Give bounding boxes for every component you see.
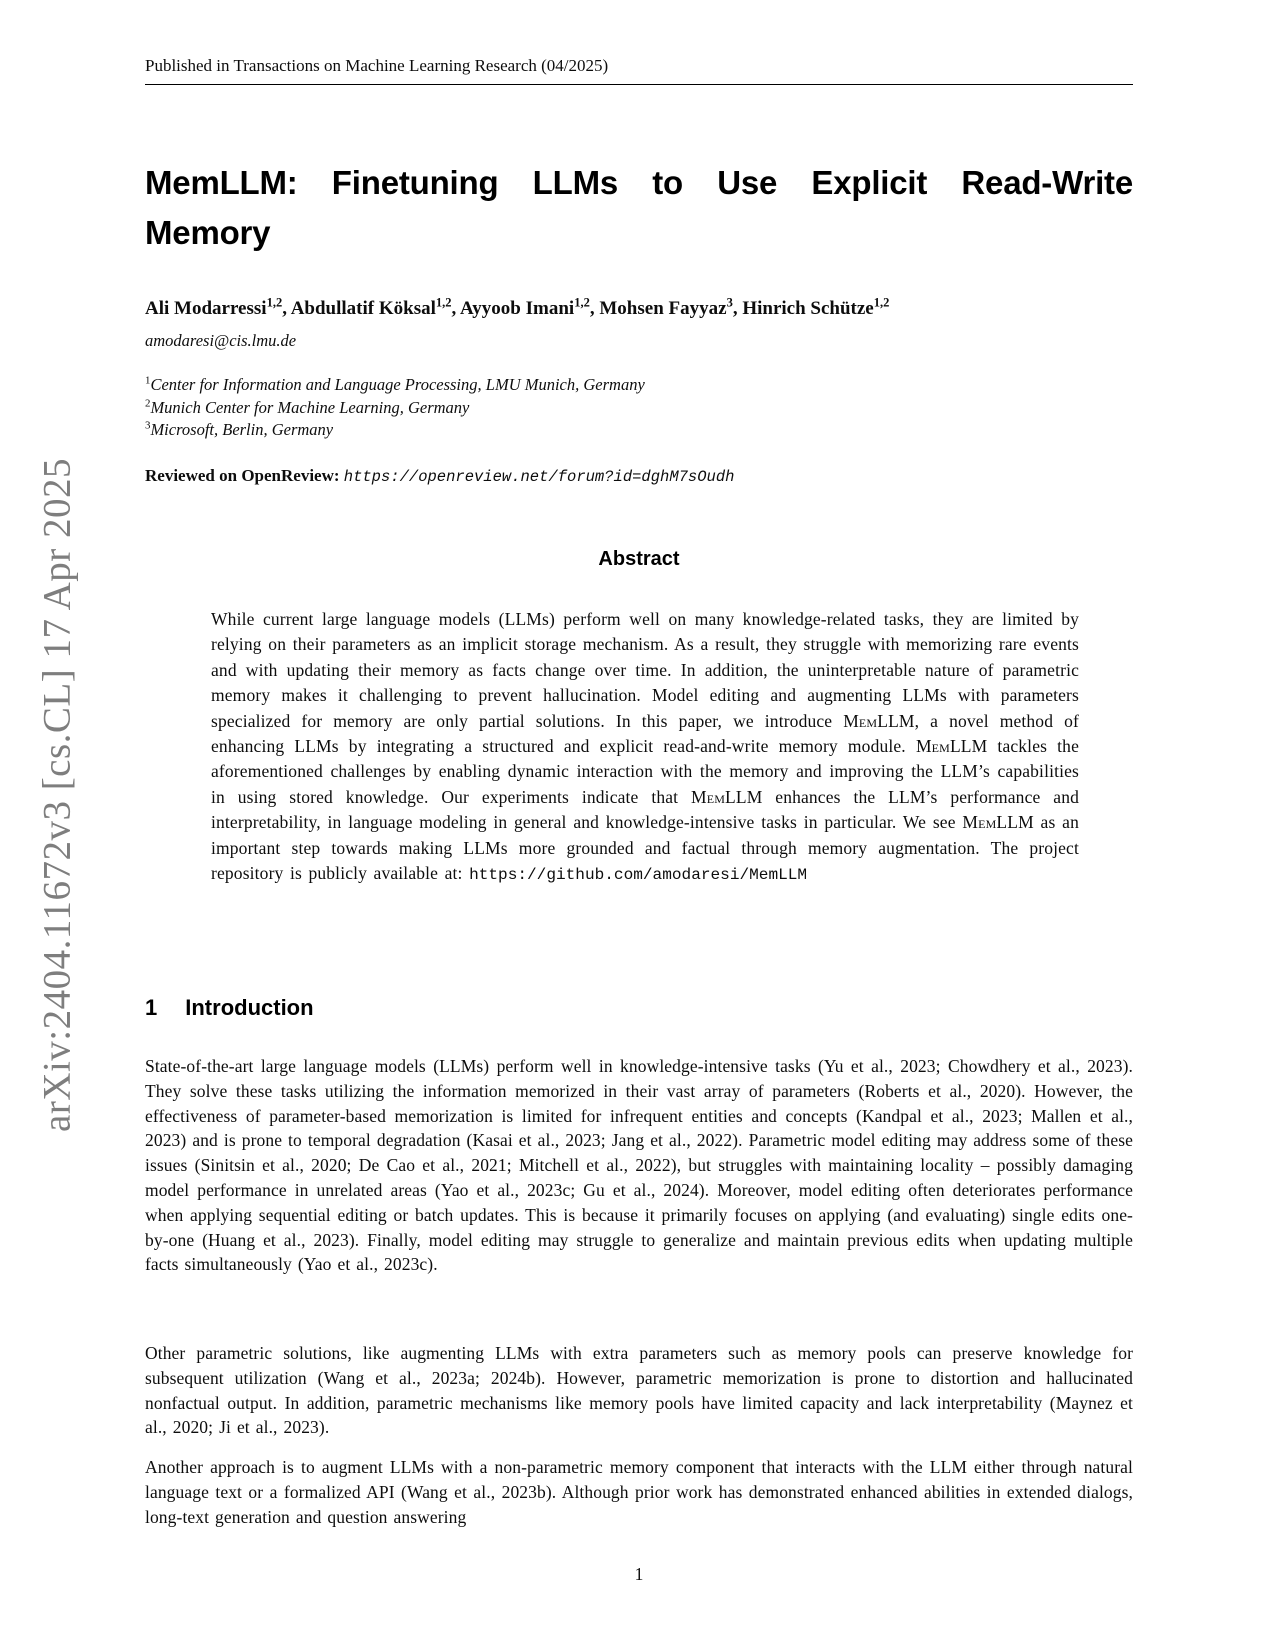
journal-header-text: Published in Transactions on Machine Learning Research (04/2025): [145, 56, 609, 75]
author: [290, 295, 460, 319]
author-affil-marker: 1,2: [574, 295, 590, 310]
section-title: Introduction: [185, 995, 314, 1020]
affiliation: [145, 374, 1133, 397]
author-list: [145, 297, 1133, 321]
affiliation-marker: 3: [145, 419, 151, 432]
author-separator: ,: [282, 298, 291, 319]
memllm-smallcaps: MemLLM: [691, 786, 763, 807]
memllm-smallcaps: MemLLM: [962, 812, 1034, 833]
abstract-segment: enhances the LLM’s performance and interpretability, in language modeling in general and knowledge-intensive tasks in particular. We see: [211, 786, 1079, 833]
author: [145, 295, 291, 319]
abstract-text: [211, 607, 1079, 888]
openreview-line: [145, 466, 1133, 486]
affiliation-text: Munich Center for Machine Learning, Germany: [150, 397, 470, 417]
intro-paragraph-3: Another approach is to augment LLMs with a non-parametric memory component that interacts with the LLM either through natural language text or a formalized API (Wang et al., 2023b). Although prior work has demonstrated enhanced abilities in extended dialogs, long-text generation and question answering: [145, 1457, 1133, 1527]
intro-paragraph-2: Other parametric solutions, like augmenting LLMs with extra parameters such as memory pools can preserve knowledge for subsequent utilization (Wang et al., 2023a; 2024b). However, parametric memorization is prone to distortion and hallucinated nonfactual output. In addition, parametric mechanisms like memory pools have limited capacity and lack interpretability (Maynez et al., 2020; Ji et al., 2023).: [145, 1343, 1133, 1438]
memllm-smallcaps: MemLLM: [843, 710, 915, 731]
abstract-segment: as an important step towards making LLMs more grounded and factual through memory augmentation. The project repository is publicly available at:: [211, 812, 1079, 884]
paper-title-line2: Memory: [145, 214, 271, 251]
author-separator: ,: [451, 298, 460, 319]
affiliation-marker: 1: [145, 374, 151, 387]
affiliation-list: [145, 374, 1133, 442]
affiliation-text: Microsoft, Berlin, Germany: [150, 420, 334, 439]
author-separator: ,: [732, 298, 743, 319]
section-number: 1: [145, 995, 158, 1020]
author-affil-marker: 3: [726, 295, 733, 310]
openreview-link[interactable]: https://openreview.net/forum?id=dghM7sOudh: [343, 468, 735, 486]
memllm-smallcaps: MemLLM: [915, 736, 988, 757]
author: [742, 295, 890, 319]
author-name: Ali Modarressi: [145, 298, 267, 319]
author-name: Abdullatif Köksal: [290, 298, 436, 319]
arxiv-watermark: arXiv:2404.11672v3 [cs.CL] 17 Apr 2025: [35, 458, 79, 1132]
author-name: Mohsen Fayyaz: [599, 298, 727, 319]
author: [599, 295, 743, 319]
affiliation-marker: 2: [145, 397, 151, 409]
author-affil-marker: 1,2: [873, 295, 890, 310]
affiliation: [145, 397, 1133, 420]
openreview-label: Reviewed on OpenReview:: [145, 466, 340, 485]
github-repo-link[interactable]: https://github.com/amodaresi/MemLLM: [469, 866, 808, 885]
abstract-segment: , a novel method of enhancing LLMs by integrating a structured and explicit read-and-write memory module.: [211, 710, 1079, 757]
paper-title-line1: MemLLM: Finetuning LLMs to Use Explicit Read-Write: [145, 164, 1133, 201]
author-affil-marker: 1,2: [266, 295, 283, 310]
abstract-segment: tackles the aforementioned challenges by enabling dynamic interaction with the memory and improving the LLM’s capabilities in using stored knowledge. Our experiments indicate that: [211, 736, 1079, 807]
affiliation-text: Center for Information and Language Processing, LMU Munich, Germany: [150, 375, 645, 394]
paper-title: [145, 158, 1133, 258]
page-number: 1: [634, 1564, 644, 1584]
journal-header: [145, 55, 1133, 85]
author-affil-marker: 1,2: [435, 295, 452, 310]
contact-email: amodaresi@cis.lmu.de: [145, 331, 297, 350]
author: [460, 295, 600, 319]
author-name: Hinrich Schütze: [742, 298, 874, 319]
affiliation: [145, 419, 1133, 442]
intro-paragraph-1: State-of-the-art large language models (LLMs) perform well in knowledge-intensive tasks (Yu et al., 2023; Chowdhery et al., 2023). They solve these tasks utilizing the information memorized in their vast array of parameters (Roberts et al., 2020). However, the effectiveness of parameter-based memorization is limited for infrequent entities and concepts (Kandpal et al., 2023; Mallen et al., 2023) and is prone to temporal degradation (Kasai et al., 2023; Jang et al., 2022). Parametric model editing may address some of these issues (Sinitsin et al., 2020; De Cao et al., 2021; Mitchell et al., 2022), but struggles with maintaining locality – possibly damaging model performance in unrelated areas (Yao et al., 2023c; Gu et al., 2024). Moreover, model editing often deteriorates performance when applying sequential editing or batch updates. This is because it primarily focuses on applying (and evaluating) single edits one-by-one (Huang et al., 2023). Finally, model editing may struggle to generalize and maintain previous edits when updating multiple facts simultaneously (Yao et al., 2023c).: [145, 1056, 1133, 1275]
abstract-segment: While current large language models (LLMs) perform well on many knowledge-related tasks, they are limited by relying on their parameters as an implicit storage mechanism. As a result, they struggle with memorizing rare events and with updating their memory as facts change over time. In addition, the uninterpretable nature of parametric memory makes it challenging to prevent hallucination. Model editing and augmenting LLMs with parameters specialized for memory are only partial solutions. In this paper, we introduce: [211, 609, 1079, 731]
abstract-heading: Abstract: [598, 548, 680, 570]
author-separator: ,: [589, 298, 600, 319]
section-1-heading: [145, 995, 1133, 1021]
author-name: Ayyoob Imani: [460, 298, 575, 319]
